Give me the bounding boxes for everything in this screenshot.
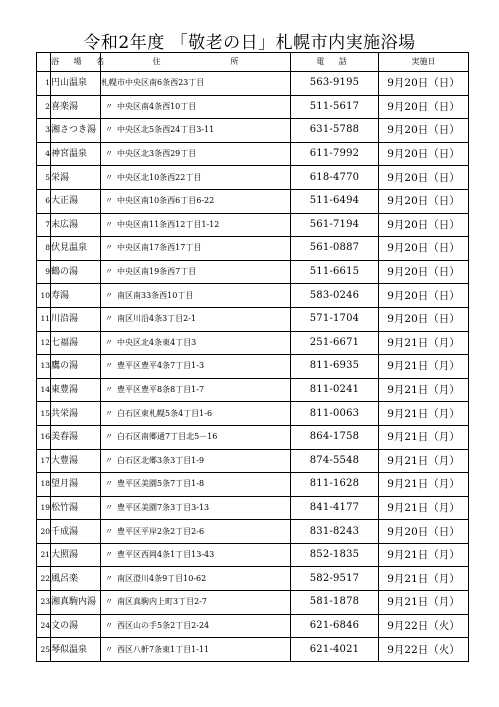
event-date: 9月20日（日） <box>379 520 469 544</box>
ditto-mark: 〃 <box>105 125 113 135</box>
row-number: 18 <box>37 473 51 497</box>
bath-phone: 631-5788 <box>291 119 379 143</box>
event-date: 9月20日（日） <box>379 166 469 190</box>
bath-name: 湘さつき湯 <box>51 119 101 143</box>
bath-name: 風呂楽 <box>51 567 101 591</box>
ditto-mark: 〃 <box>105 526 113 536</box>
bath-address <box>101 614 291 638</box>
ditto-mark: 〃 <box>105 620 113 630</box>
bath-name: 七福湯 <box>51 331 101 355</box>
ditto-mark: 〃 <box>105 408 113 418</box>
bath-phone: 511-5617 <box>291 95 379 119</box>
bath-address <box>101 449 291 473</box>
bath-address <box>101 166 291 190</box>
table-row <box>37 496 469 520</box>
row-number: 19 <box>37 496 51 520</box>
event-date: 9月20日（日） <box>379 142 469 166</box>
bath-phone: 811-6935 <box>291 355 379 379</box>
bath-address <box>101 591 291 615</box>
row-number: 17 <box>37 449 51 473</box>
table-row <box>37 260 469 284</box>
header-address-left: 住 <box>152 57 161 66</box>
bath-name: 共栄湯 <box>51 402 101 426</box>
bath-phone: 864-1758 <box>291 425 379 449</box>
ditto-mark: 〃 <box>105 385 113 395</box>
table-row <box>37 331 469 355</box>
address-text: 白石区北郷3条3丁目1-9 <box>117 455 205 465</box>
bath-name: 美春湯 <box>51 425 101 449</box>
ditto-mark: 〃 <box>105 337 113 347</box>
header-bath-name: 浴 場 名 <box>51 53 101 72</box>
event-date: 9月21日（月） <box>379 496 469 520</box>
row-number: 15 <box>37 402 51 426</box>
row-number: 5 <box>37 166 51 190</box>
address-text: 豊平区西岡4条1丁目13-43 <box>117 550 215 560</box>
address-text: 中央区北10条西22丁目 <box>117 172 202 182</box>
bath-address <box>101 355 291 379</box>
event-date: 9月20日（日） <box>379 284 469 308</box>
table-row <box>37 166 469 190</box>
event-date: 9月20日（日） <box>379 72 469 96</box>
bath-address <box>101 260 291 284</box>
bath-address <box>101 142 291 166</box>
event-date: 9月21日（月） <box>379 567 469 591</box>
ditto-mark: 〃 <box>105 455 113 465</box>
row-number: 7 <box>37 213 51 237</box>
bath-address <box>101 567 291 591</box>
row-number: 20 <box>37 520 51 544</box>
bath-phone: 563-9195 <box>291 72 379 96</box>
page-title: 令和2年度 「敬老の日」札幌市内実施浴場 <box>83 33 416 53</box>
bath-phone: 571-1704 <box>291 307 379 331</box>
bath-address <box>101 119 291 143</box>
bath-address <box>101 378 291 402</box>
address-text: 中央区北5条西24丁目3-11 <box>117 125 215 135</box>
header-address-right: 所 <box>230 57 239 66</box>
event-date: 9月21日（月） <box>379 543 469 567</box>
bath-address <box>101 95 291 119</box>
bath-phone: 811-0241 <box>291 378 379 402</box>
table-row <box>37 638 469 662</box>
bath-name: 湘真駒内湯 <box>51 591 101 615</box>
table-row <box>37 284 469 308</box>
table-row <box>37 378 469 402</box>
address-text: 中央区南19条西7丁目 <box>117 267 197 277</box>
bath-name: 東豊湯 <box>51 378 101 402</box>
bath-name: 大豊湯 <box>51 449 101 473</box>
row-number: 22 <box>37 567 51 591</box>
ditto-mark: 〃 <box>105 196 113 206</box>
bath-name: 鷹の湯 <box>51 355 101 379</box>
bath-phone: 811-1628 <box>291 473 379 497</box>
address-text: 豊平区平岸2条2丁目2-6 <box>117 526 205 536</box>
bath-address <box>101 72 291 96</box>
address-text: 中央区南11条西12丁目1-12 <box>117 219 220 229</box>
bath-address <box>101 543 291 567</box>
address-text: 西区山の手5条2丁目2-24 <box>117 620 210 630</box>
bath-address <box>101 331 291 355</box>
bath-name: 文の湯 <box>51 614 101 638</box>
ditto-mark: 〃 <box>105 361 113 371</box>
table-row <box>37 449 469 473</box>
bath-name: 大照湯 <box>51 543 101 567</box>
table-row <box>37 142 469 166</box>
bath-address <box>101 189 291 213</box>
address-text: 南区川沿4条3丁目2-1 <box>117 314 197 324</box>
address-text: 西区八軒7条東1丁目1-11 <box>117 644 210 654</box>
bath-name: 神宮温泉 <box>51 142 101 166</box>
row-number: 1 <box>37 72 51 96</box>
address-text: 豊平区美園5条7丁目1-8 <box>117 479 205 489</box>
row-number: 4 <box>37 142 51 166</box>
address-text: 豊平区豊平4条7丁目1-3 <box>117 361 205 371</box>
address-text: 中央区南10条西6丁目6-22 <box>117 196 215 206</box>
bath-name: 伏見温泉 <box>51 237 101 261</box>
event-date: 9月20日（日） <box>379 213 469 237</box>
bath-phone: 811-0063 <box>291 402 379 426</box>
bath-phone: 581-1878 <box>291 591 379 615</box>
event-date: 9月21日（月） <box>379 331 469 355</box>
table-row <box>37 189 469 213</box>
event-date: 9月21日（月） <box>379 425 469 449</box>
address-text: 中央区南17条西17丁目 <box>117 243 202 253</box>
row-number: 16 <box>37 425 51 449</box>
table-row <box>37 119 469 143</box>
table-row <box>37 95 469 119</box>
bath-phone: 841-4177 <box>291 496 379 520</box>
address-text: 豊平区豊平8条8丁目1-7 <box>117 385 205 395</box>
bath-address <box>101 425 291 449</box>
bath-phone: 582-9517 <box>291 567 379 591</box>
row-number: 11 <box>37 307 51 331</box>
bath-name: 喜楽湯 <box>51 95 101 119</box>
row-number: 21 <box>37 543 51 567</box>
bath-address <box>101 307 291 331</box>
event-date: 9月21日（月） <box>379 402 469 426</box>
event-date: 9月21日（月） <box>379 449 469 473</box>
address-text: 南区南33条西10丁目 <box>117 290 194 300</box>
event-date: 9月22日（火） <box>379 638 469 662</box>
bath-name: 円山温泉 <box>51 72 101 96</box>
row-number: 13 <box>37 355 51 379</box>
ditto-mark: 〃 <box>105 314 113 324</box>
bath-address <box>101 402 291 426</box>
event-date: 9月20日（日） <box>379 307 469 331</box>
bath-address <box>101 473 291 497</box>
table-row <box>37 543 469 567</box>
header-address <box>101 53 291 72</box>
bath-phone: 251-6671 <box>291 331 379 355</box>
bath-address <box>101 638 291 662</box>
header-number <box>37 53 51 72</box>
bathhouse-table <box>36 52 469 662</box>
row-number: 6 <box>37 189 51 213</box>
bath-phone: 611-7992 <box>291 142 379 166</box>
table-row <box>37 614 469 638</box>
bath-name: 大正湯 <box>51 189 101 213</box>
table-row <box>37 307 469 331</box>
header-phone: 電 話 <box>291 53 379 72</box>
bath-phone: 583-0246 <box>291 284 379 308</box>
table-row <box>37 567 469 591</box>
ditto-mark: 〃 <box>105 219 113 229</box>
row-number: 3 <box>37 119 51 143</box>
bath-phone: 874-5548 <box>291 449 379 473</box>
address-text: 中央区北4条東4丁目3 <box>117 337 197 347</box>
address-text: 中央区北3条西29丁目 <box>117 149 197 159</box>
row-number: 10 <box>37 284 51 308</box>
bath-name: 琴似温泉 <box>51 638 101 662</box>
address-text: 南区澄川4条9丁目10-62 <box>117 573 207 583</box>
table-row <box>37 402 469 426</box>
bath-name: 望月湯 <box>51 473 101 497</box>
bath-name: 千成湯 <box>51 520 101 544</box>
bath-phone: 618-4770 <box>291 166 379 190</box>
event-date: 9月20日（日） <box>379 237 469 261</box>
ditto-mark: 〃 <box>105 267 113 277</box>
event-date: 9月20日（日） <box>379 260 469 284</box>
bath-phone: 621-4021 <box>291 638 379 662</box>
bath-name: 川沿湯 <box>51 307 101 331</box>
bath-phone: 511-6494 <box>291 189 379 213</box>
row-number: 2 <box>37 95 51 119</box>
event-date: 9月20日（日） <box>379 189 469 213</box>
table-row <box>37 520 469 544</box>
row-number: 9 <box>37 260 51 284</box>
bath-name: 松竹湯 <box>51 496 101 520</box>
ditto-mark: 〃 <box>105 479 113 489</box>
bath-phone: 561-7194 <box>291 213 379 237</box>
event-date: 9月20日（日） <box>379 119 469 143</box>
table-row <box>37 213 469 237</box>
address-text: 南区真駒内上町3丁目2-7 <box>117 597 207 607</box>
bath-address <box>101 520 291 544</box>
event-date: 9月22日（火） <box>379 614 469 638</box>
ditto-mark: 〃 <box>105 502 113 512</box>
ditto-mark: 〃 <box>105 172 113 182</box>
row-number: 8 <box>37 237 51 261</box>
ditto-mark: 〃 <box>105 243 113 253</box>
bath-phone: 831-8243 <box>291 520 379 544</box>
event-date: 9月21日（月） <box>379 591 469 615</box>
row-number: 23 <box>37 591 51 615</box>
table-row <box>37 355 469 379</box>
ditto-mark: 〃 <box>105 597 113 607</box>
bath-phone: 852-1835 <box>291 543 379 567</box>
table-row <box>37 591 469 615</box>
table-row <box>37 72 469 96</box>
address-text: 白石区東札幌5条4丁目1-6 <box>117 408 213 418</box>
table-row <box>37 237 469 261</box>
ditto-mark: 〃 <box>105 432 113 442</box>
event-date: 9月21日（月） <box>379 355 469 379</box>
bath-address <box>101 496 291 520</box>
address-text: 豊平区美園7条3丁目3-13 <box>117 502 210 512</box>
address-text: 中央区南4条西10丁目 <box>117 101 197 111</box>
ditto-mark: 〃 <box>105 149 113 159</box>
table-body <box>37 72 469 662</box>
table-row <box>37 473 469 497</box>
row-number: 12 <box>37 331 51 355</box>
address-text: 札幌市中央区南6条西23丁目 <box>101 78 205 88</box>
bath-address <box>101 237 291 261</box>
table-row <box>37 425 469 449</box>
bath-phone: 511-6615 <box>291 260 379 284</box>
bath-name: 末広湯 <box>51 213 101 237</box>
event-date: 9月21日（月） <box>379 473 469 497</box>
bath-name: 鶴の湯 <box>51 260 101 284</box>
bath-address <box>101 213 291 237</box>
ditto-mark: 〃 <box>105 290 113 300</box>
bath-phone: 621-6846 <box>291 614 379 638</box>
bath-phone: 561-0887 <box>291 237 379 261</box>
header-date: 実施日 <box>379 53 469 72</box>
event-date: 9月20日（日） <box>379 95 469 119</box>
bath-name: 寿湯 <box>51 284 101 308</box>
row-number: 25 <box>37 638 51 662</box>
address-text: 白石区南郷通7丁目北5－16 <box>117 432 218 442</box>
ditto-mark: 〃 <box>105 101 113 111</box>
table-header-row <box>37 53 469 72</box>
ditto-mark: 〃 <box>105 573 113 583</box>
bath-name: 栄湯 <box>51 166 101 190</box>
ditto-mark: 〃 <box>105 550 113 560</box>
row-number: 24 <box>37 614 51 638</box>
bath-address <box>101 284 291 308</box>
row-number: 14 <box>37 378 51 402</box>
event-date: 9月21日（月） <box>379 378 469 402</box>
ditto-mark: 〃 <box>105 644 113 654</box>
